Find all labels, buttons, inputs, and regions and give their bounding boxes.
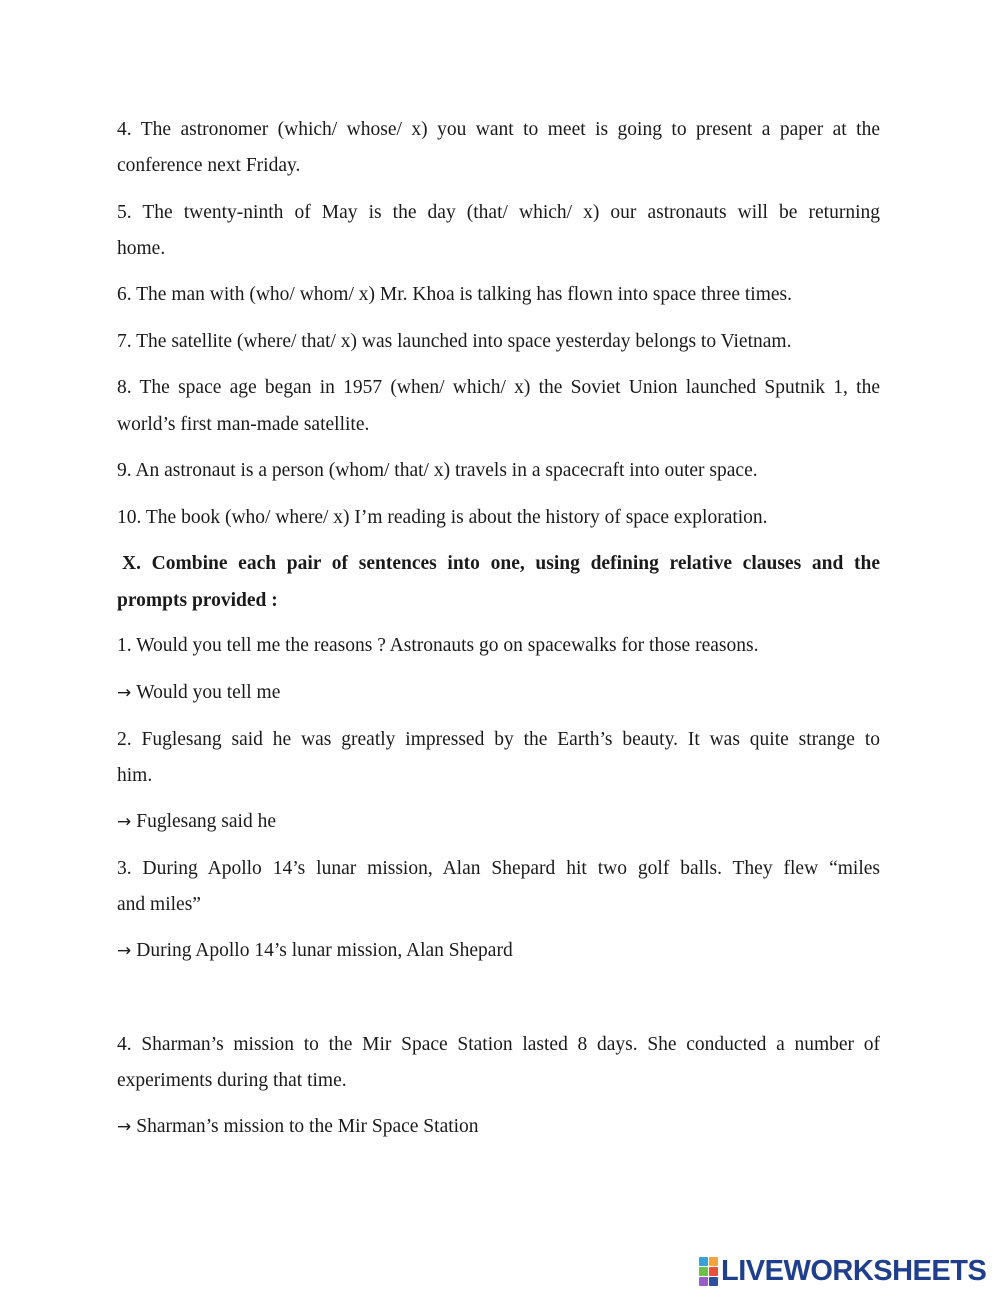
right-arrow-icon: → bbox=[117, 1117, 132, 1137]
ix-item-5-line-1: 5. The twenty-ninth of May is the day (that/ which/ x) our astronauts will be returning bbox=[117, 202, 880, 223]
right-arrow-icon: → bbox=[117, 941, 132, 961]
x-item-1-answer-row bbox=[117, 681, 880, 705]
x-item-4-prompt: Sharman’s mission to the Mir Space Station bbox=[136, 1116, 479, 1137]
ix-item-9: 9. An astronaut is a person (whom/ that/ x) travels in a spacecraft into outer space. bbox=[117, 460, 758, 481]
x-item-1-prompt: Would you tell me bbox=[136, 682, 281, 703]
section-x-heading-line-1: X. Combine each pair of sentences into one, using defining relative clauses and the bbox=[122, 553, 880, 574]
right-arrow-icon: → bbox=[117, 683, 132, 703]
logo-icon-cell bbox=[699, 1267, 708, 1276]
ix-item-10: 10. The book (who/ where/ x) I’m reading is about the history of space exploration. bbox=[117, 507, 768, 528]
x-item-2-prompt: Fuglesang said he bbox=[136, 811, 276, 832]
ix-item-8-line-2: world’s first man-made satellite. bbox=[117, 414, 370, 435]
ix-item-7: 7. The satellite (where/ that/ x) was launched into space yesterday belongs to Vietnam. bbox=[117, 331, 792, 352]
x-item-3-question-line-1: 3. During Apollo 14’s lunar mission, Alan Shepard hit two golf balls. They flew “miles bbox=[117, 858, 880, 879]
ix-item-4-line-2: conference next Friday. bbox=[117, 155, 301, 176]
right-arrow-icon: → bbox=[117, 812, 132, 832]
x-item-4-answer-row bbox=[117, 1115, 880, 1139]
x-item-4-question-line-1: 4. Sharman’s mission to the Mir Space Station lasted 8 days. She conducted a number of bbox=[117, 1034, 880, 1055]
logo-icon-cell bbox=[709, 1257, 718, 1266]
x-item-2-answer-row bbox=[117, 810, 880, 834]
section-x-heading-line-2: prompts provided : bbox=[117, 590, 278, 611]
x-item-4-question-line-2: experiments during that time. bbox=[117, 1070, 347, 1091]
logo-icon-cell bbox=[709, 1267, 718, 1276]
x-item-3-prompt: During Apollo 14’s lunar mission, Alan Shepard bbox=[136, 940, 513, 961]
liveworksheets-logo-icon bbox=[699, 1257, 718, 1286]
liveworksheets-logo bbox=[699, 1256, 986, 1286]
ix-item-6: 6. The man with (who/ whom/ x) Mr. Khoa is talking has flown into space three times. bbox=[117, 284, 792, 305]
x-item-2-question-line-2: him. bbox=[117, 765, 153, 786]
ix-item-8-line-1: 8. The space age began in 1957 (when/ which/ x) the Soviet Union launched Sputnik 1, the bbox=[117, 377, 880, 398]
x-item-2-question-line-1: 2. Fuglesang said he was greatly impressed by the Earth’s beauty. It was quite strange to bbox=[117, 729, 880, 750]
x-item-3-question-line-2: and miles” bbox=[117, 894, 201, 915]
x-item-1-question: 1. Would you tell me the reasons ? Astronauts go on spacewalks for those reasons. bbox=[117, 635, 759, 656]
x-item-3-answer-row bbox=[117, 939, 880, 963]
liveworksheets-logo-text: LIVEWORKSHEETS bbox=[721, 1255, 987, 1287]
logo-icon-cell bbox=[709, 1277, 718, 1286]
ix-item-5-line-2: home. bbox=[117, 238, 166, 259]
ix-item-4-line-1: 4. The astronomer (which/ whose/ x) you want to meet is going to present a paper at the bbox=[117, 119, 880, 140]
logo-icon-cell bbox=[699, 1257, 708, 1266]
logo-icon-cell bbox=[699, 1277, 708, 1286]
